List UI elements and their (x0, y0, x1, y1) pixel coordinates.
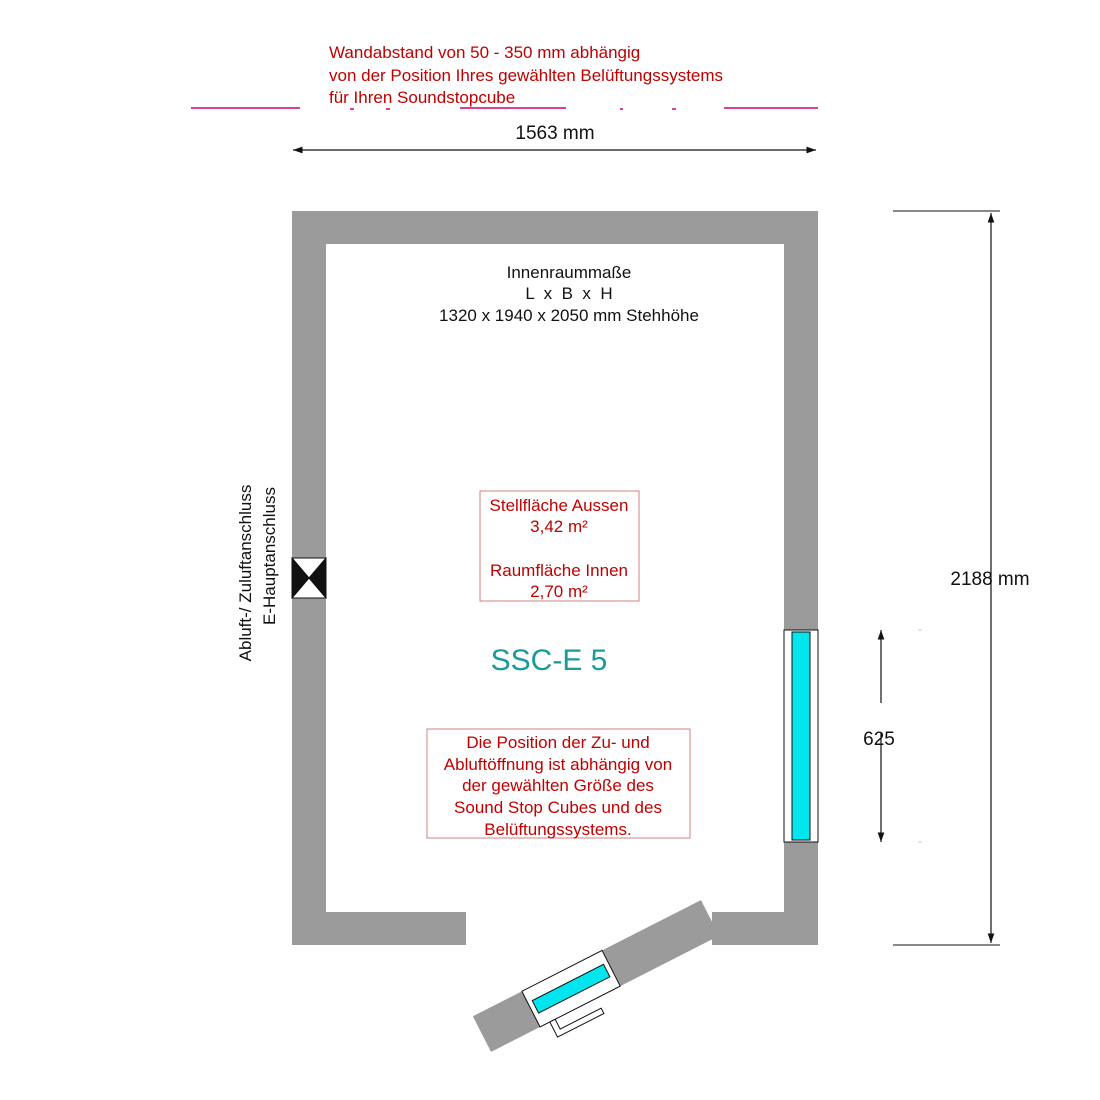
height-dimension (893, 211, 1030, 945)
ventilation-note-line-3: der gewählten Größe des (462, 776, 654, 795)
interior-values: 1320 x 1940 x 2050 mm Stehhöhe (439, 306, 699, 325)
wall-distance-line-2: von der Position Ihres gewählten Belüftungssystems (329, 66, 724, 85)
interior-dimensions (439, 263, 699, 325)
connection-port-icon (292, 558, 326, 598)
ventilation-note-line-5: Belüftungssystems. (484, 820, 632, 839)
connection-label-power: E-Hauptanschluss (260, 487, 279, 625)
wall-distance-note (329, 43, 723, 107)
side-window (784, 630, 818, 842)
connection-label-ventilation: Abluft-/ Zuluftanschluss (236, 484, 255, 662)
area-info-box (480, 491, 639, 601)
window-dimension-label: 625 (863, 729, 895, 750)
ventilation-note-line-4: Sound Stop Cubes und des (454, 798, 662, 817)
width-dimension-label: 1563 mm (515, 123, 595, 144)
inner-area-label: Raumfläche Innen (490, 561, 628, 580)
window-dimension (863, 630, 922, 842)
inner-area-value: 2,70 m² (530, 582, 588, 601)
wall-distance-line-3: für Ihren Soundstopcube (329, 88, 516, 107)
outer-area-value: 3,42 m² (530, 517, 588, 536)
width-dimension (293, 123, 816, 150)
height-dimension-label: 2188 mm (950, 569, 1030, 590)
ventilation-note-line-2: Abluftöffnung ist abhängig von (443, 755, 673, 774)
model-name: SSC-E 5 (490, 644, 608, 677)
interior-title: Innenraummaße (506, 263, 632, 282)
ventilation-note-line-1: Die Position der Zu- und (466, 733, 650, 752)
ventilation-note-box (427, 729, 690, 839)
wall-distance-guide-line (191, 108, 818, 109)
wall-distance-line-1: Wandabstand von 50 - 350 mm abhängig (329, 43, 641, 62)
connection-labels (236, 485, 279, 662)
outer-area-label: Stellfläche Aussen (489, 496, 629, 515)
interior-axes: L x B x H (525, 284, 613, 303)
entrance-door (473, 900, 727, 1067)
